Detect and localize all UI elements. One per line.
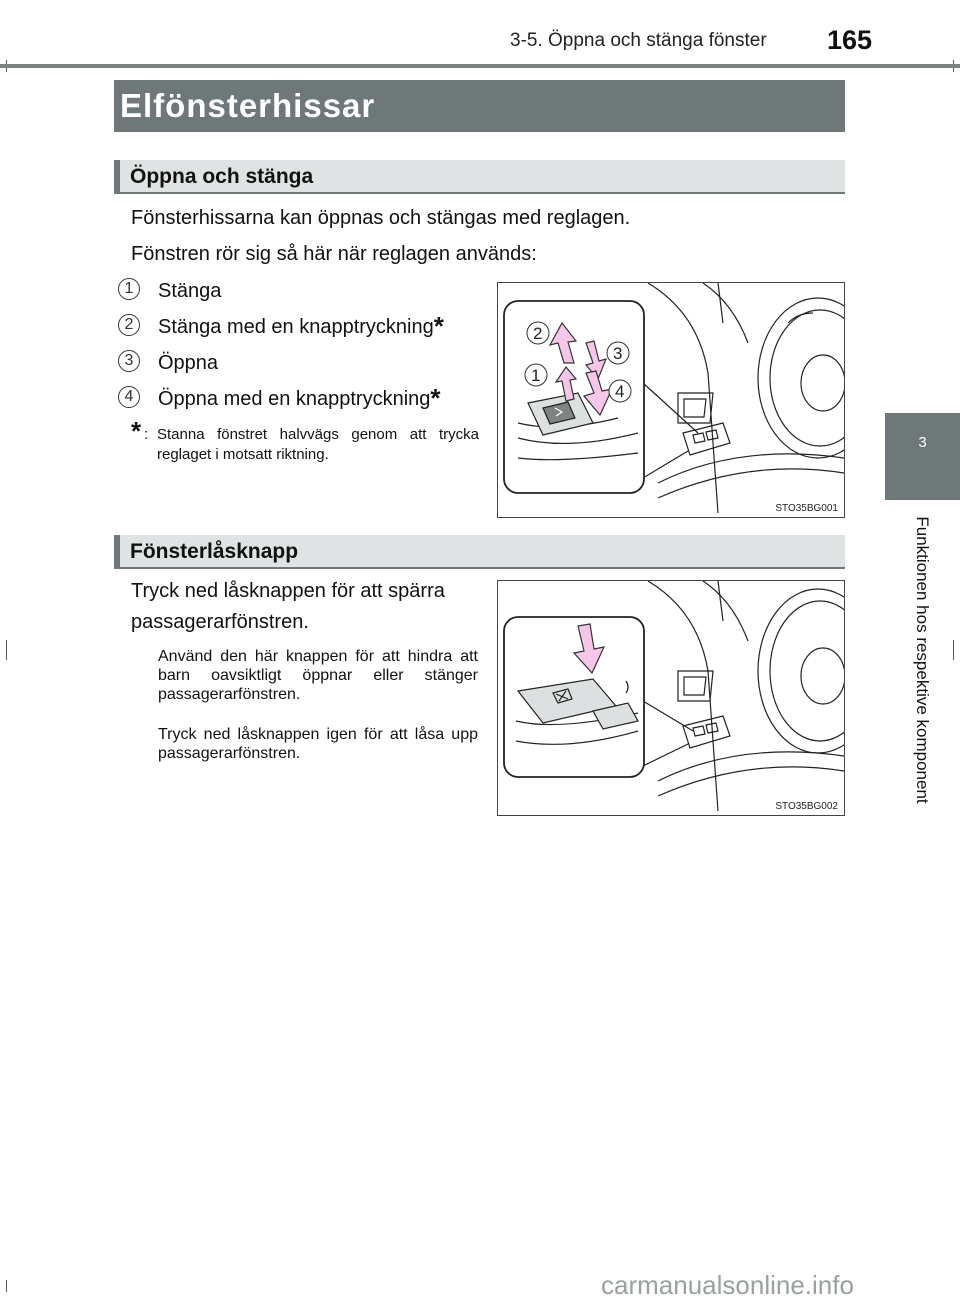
crop-mark	[6, 1280, 7, 1292]
car-door-lock-drawing	[498, 581, 844, 815]
chapter-label: Funktionen hos respektive komponent	[913, 516, 932, 804]
list-item-label: Stänga med en knapptryckning	[158, 316, 434, 338]
callout-number: 3	[613, 344, 623, 363]
list-item	[158, 311, 444, 341]
lock-intro-paragraph: Tryck ned låsknappen för att spärra passagerarfönstren.	[131, 580, 445, 633]
header-rule	[0, 64, 960, 68]
page-title: Elfönsterhissar	[114, 80, 845, 132]
page-number: 165	[827, 25, 873, 55]
figure-caption: STO35BG001	[775, 503, 838, 514]
footnote-colon: :	[144, 426, 149, 443]
list-item-label: Öppna med en knapptryckning	[158, 388, 431, 410]
item-number-icon: 2	[118, 314, 140, 336]
callout-number: 1	[531, 366, 541, 385]
asterisk-marker: *	[430, 383, 441, 413]
lock-note: Använd den här knappen för att hindra att barn oavsiktligt öppnar eller stänger passagerarfönstren.	[158, 648, 478, 703]
list-item-label: Öppna	[158, 352, 219, 374]
section-heading-window-lock: Fönsterlåsknapp	[114, 535, 845, 569]
running-header: 3-5. Öppna och stänga fönster	[510, 30, 767, 51]
footnote	[131, 416, 479, 465]
footnote-text: Stanna fönstret halvvägs genom att trycka reglaget i motsatt riktning.	[157, 426, 479, 463]
item-number-icon: 4	[118, 386, 140, 408]
list-item	[158, 280, 221, 303]
car-door-switch-drawing	[498, 283, 844, 517]
footer-watermark: carmanualsonline.info	[601, 1270, 854, 1300]
crop-mark	[953, 640, 954, 660]
item-number-icon: 3	[118, 350, 140, 372]
lock-note: Tryck ned låsknappen igen för att låsa upp passagerarfönstren.	[158, 726, 478, 762]
footnote-asterisk: *	[131, 416, 142, 446]
section-heading-open-close: Öppna och stänga	[114, 160, 845, 194]
list-item-label: Stänga	[158, 280, 222, 302]
window-switch-illustration	[497, 282, 845, 518]
chapter-tab: 3	[885, 413, 960, 500]
asterisk-marker: *	[433, 311, 444, 341]
list-item	[158, 352, 218, 375]
intro-paragraph-2: Fönstren rör sig så här när reglagen används:	[131, 243, 537, 265]
intro-paragraph: Fönsterhissarna kan öppnas och stängas med reglagen.	[131, 207, 631, 229]
callout-number: 4	[615, 382, 625, 401]
figure-caption: STO35BG002	[775, 801, 838, 812]
crop-mark	[6, 640, 7, 660]
window-lock-illustration	[497, 580, 845, 816]
callout-number: 2	[533, 324, 543, 343]
item-number-icon: 1	[118, 278, 140, 300]
list-item	[158, 383, 441, 413]
